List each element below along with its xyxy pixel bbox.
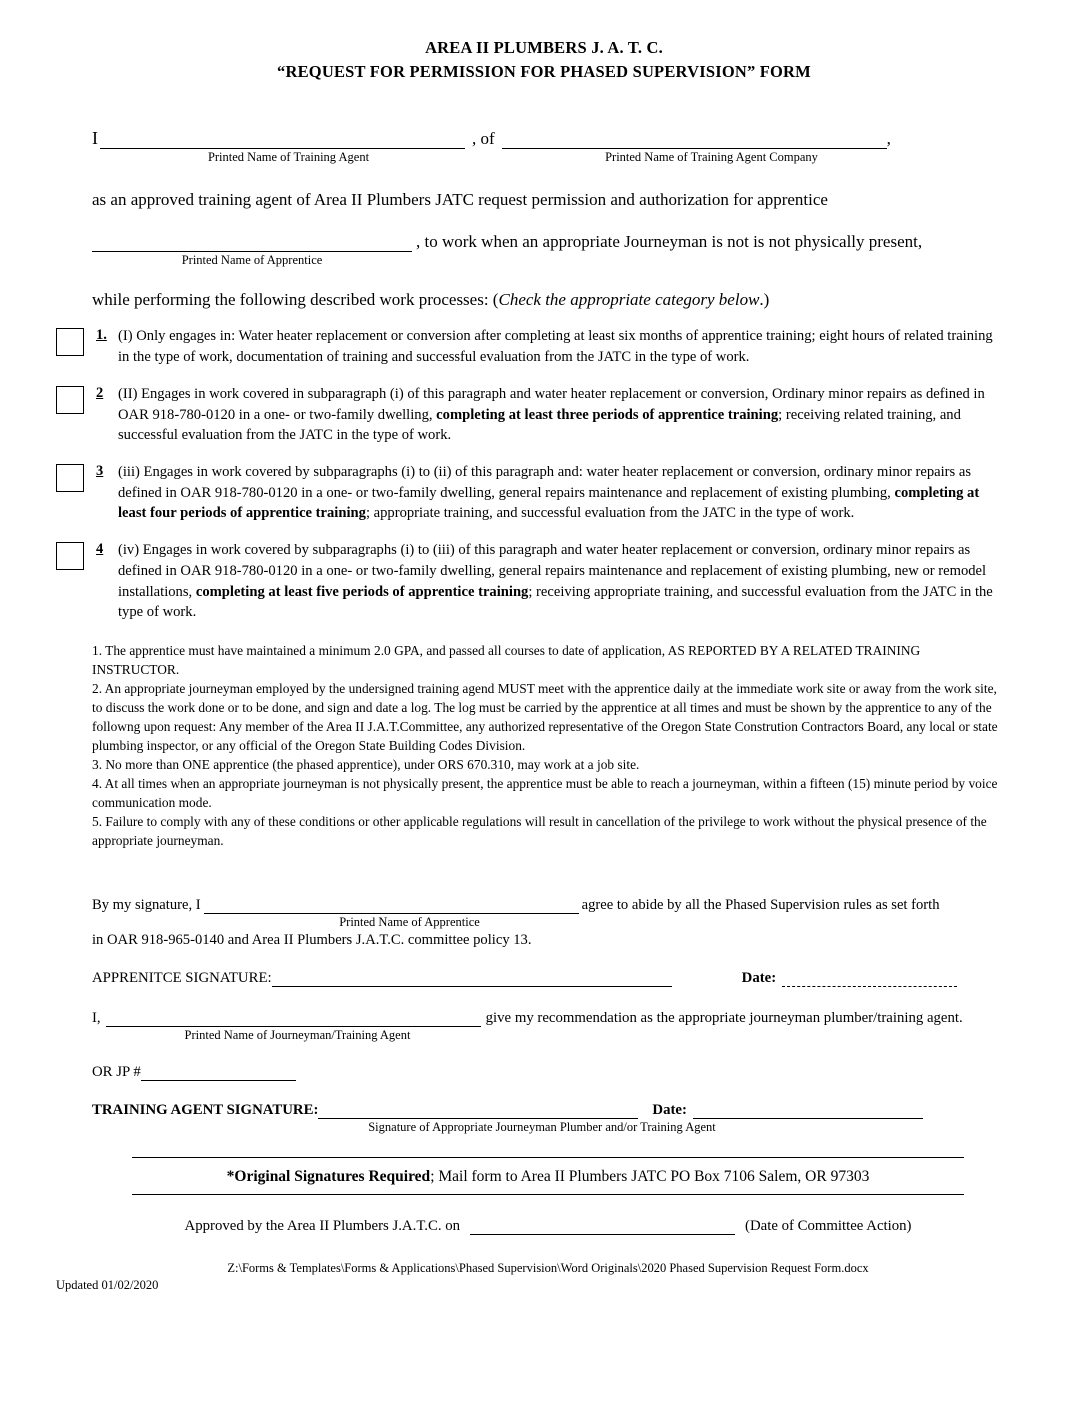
category-list [92,326,1004,623]
training-agent-signature-label: TRAINING AGENT SIGNATURE: [92,1102,319,1119]
category-item-4 [92,540,1004,623]
document-title [56,36,1032,84]
by-my-signature-label: By my signature, I [92,897,201,914]
approved-row [92,1217,1004,1235]
category-4-part-3: ; receiving appropriate training, and successful evaluation from the JATC in the type of work. [118,583,993,621]
category-item-1 [92,326,1004,367]
of-label: , of [472,128,495,148]
category-3-part-1: (iii) Engages in work covered by subparagraphs (i) to (ii) of this paragraph and: water heater replacement or conversion, ordinary minor repairs as defined in OAR 918-780-0120 in a one- or two-family dwelling, general repairs maintenance and replacement of existing plumbing, [118,463,972,501]
divider-top [132,1157,964,1158]
category-3-part-2: completing at least four periods of apprentice training [118,484,980,522]
training-agent-date-field[interactable] [693,1101,923,1119]
original-signatures-line [92,1168,1004,1186]
apprentice-printed-name-field[interactable] [204,896,579,914]
or-jp-label: OR JP # [92,1064,141,1081]
category-item-2 [92,384,1004,446]
checkbox-category-1[interactable] [56,328,84,356]
category-item-3 [92,462,1004,524]
category-2-part-1: (II) Engages in work covered in subparagraph (i) of this paragraph and water heater replacement or conversion, Ordinary minor repairs as defined in OAR 918-780-0120 in a one- or two-family dwelling, [118,385,985,423]
journeyman-name-field[interactable] [106,1009,481,1027]
original-signatures-rest: ; Mail form to Area II Plumbers JATC PO Box 7106 Salem, OR 97303 [430,1168,870,1186]
or-jp-field[interactable] [141,1063,296,1081]
category-1-number: 1. [96,327,107,344]
apprentice-tail-text: , to work when an appropriate Journeyman is not is not physically present, [416,232,923,252]
training-agent-signature-row [92,1101,1004,1119]
journeyman-tail-text: give my recommendation as the appropriate journeyman plumber/training agent. [485,1010,963,1027]
conditions-list [92,641,1004,850]
date-label-2: Date: [652,1102,687,1119]
condition-4: 4. At all times when an appropriate journeyman is not physically present, the apprentice must be able to reach a journeyman, within a fifteen (15) minute period by voice communication mode. [92,776,998,811]
lead-i-label: I [92,127,98,148]
title-line-2: “REQUEST FOR PERMISSION FOR PHASED SUPERVISION” FORM [277,61,811,81]
approved-training-agent-paragraph: as an approved training agent of Area II Plumbers JATC request permission and authorization for apprentice [92,189,828,209]
checkbox-category-4[interactable] [56,542,84,570]
category-2-part-2: completing at least three periods of apprentice training [436,406,779,423]
training-agent-row [92,128,1004,149]
condition-1: 1. The apprentice must have maintained a minimum 2.0 GPA, and passed all courses to date of application, AS REPORTED BY A RELATED TRAINING INSTRUCTOR. [92,642,921,677]
trailing-comma: , [886,128,891,148]
condition-2: 2. An appropriate journeyman employed by the undersigned training agend MUST meet with the apprentice daily at the immediate work site or away from the work site, to discuss the work done or to be done, and sign and date a log. The log must be carried by the apprentice at all times and must be shown by the apprentice to any of the followng upon request: Any member of the Area II J.A.T.Committee, any authorized representative of the Oregon State Constrution Contractors Board, any local or state plumbing inspector, or any official of the Oregon State Building Codes Division. [92,681,998,754]
apprentice-name-field[interactable] [92,234,412,252]
agree-text: agree to abide by all the Phased Supervision rules as set forth [581,897,940,914]
while-tail: .) [759,290,770,310]
journeyman-lead-label: I, [92,1010,101,1027]
footer-file-path: Z:\Forms & Templates\Forms & Applications\Phased Supervision\Word Originals\2020 Phased Supervision Request Form.docx [227,1261,869,1276]
category-2-text [118,384,1004,446]
or-jp-row [92,1063,1004,1081]
title-line-1: AREA II PLUMBERS J. A. T. C. [425,38,663,57]
apprentice-name-row [92,232,1004,252]
caption-apprentice-signature: Printed Name of Apprentice [339,915,480,930]
by-my-signature-row [92,896,1004,914]
checkbox-category-2[interactable] [56,386,84,414]
work-processes-line [92,290,1004,310]
category-2-part-3: ; receiving related training, and successful evaluation from the JATC in the type of work. [118,406,961,444]
category-3-number: 3 [96,462,104,479]
footer-updated-date: Updated 01/02/2020 [56,1278,159,1293]
category-4-part-2: completing at least five periods of apprentice training [195,583,529,600]
training-agent-company-field[interactable] [502,131,887,149]
approved-lead-label: Approved by the Area II Plumbers J.A.T.C. on [184,1218,461,1235]
caption-training-agent: Printed Name of Training Agent [207,149,370,164]
condition-5: 5. Failure to comply with any of these conditions or other applicable regulations will result in cancellation of the privilege to work without the physical presence of the appropriate journeyman. [92,814,987,849]
journeyman-recommendation-row [92,1009,1004,1027]
training-agent-signature-field[interactable] [318,1101,638,1119]
form-body [56,128,1032,1293]
caption-training-agent-signature: Signature of Appropriate Journeyman Plumber and/or Training Agent [368,1120,716,1135]
caption-journeyman: Printed Name of Journeyman/Training Agent [184,1028,411,1043]
while-text: while performing the following described work processes: ( [92,290,499,310]
category-3-part-3: ; appropriate training, and successful evaluation from the JATC in the type of work. [365,505,855,522]
apprentice-signature-label: APPRENITCE SIGNATURE: [92,970,272,987]
apprentice-date-field[interactable] [782,970,957,987]
condition-3: 3. No more than ONE apprentice (the phased apprentice), under ORS 670.310, may work at a job site. [92,757,640,773]
category-1-part-1: (I) Only engages in: Water heater replacement or conversion after completing at least six months of apprentice training; eight hours of related training in the type of work, documentation of training and successful evaluation from the JATC in the type of work. [118,328,993,366]
approved-tail-label: (Date of Committee Action) [745,1218,912,1235]
caption-apprentice: Printed Name of Apprentice [181,253,323,268]
category-4-text [118,540,1004,623]
category-4-number: 4 [96,541,104,558]
intro-captions [92,150,1004,165]
caption-training-agent-company: Printed Name of Training Agent Company [605,149,818,164]
category-1-text [118,326,1004,367]
checkbox-category-3[interactable] [56,464,84,492]
apprentice-signature-row [92,969,1004,987]
date-label-1: Date: [741,970,777,987]
category-3-text [118,462,1004,524]
oar-policy-line: in OAR 918-965-0140 and Area II Plumbers J.A.T.C. committee policy 13. [92,932,532,949]
apprentice-signature-field[interactable] [272,969,672,987]
category-4-part-1: (iv) Engages in work covered by subparagraphs (i) to (iii) of this paragraph and water heater replacement or conversion, ordinary minor repairs as defined in OAR 918-780-0120 in a one- or two-family dwelling, general repairs maintenance and replacement of existing plumbing, new or remodel installations, [118,542,987,600]
approved-date-field[interactable] [470,1217,735,1235]
original-signatures-bold: *Original Signatures Required [226,1168,431,1186]
category-2-number: 2 [96,384,104,401]
divider-bottom [132,1194,964,1195]
while-italic: Check the appropriate category below [498,290,760,310]
training-agent-name-field[interactable] [100,131,465,149]
signature-section [92,896,1004,1135]
